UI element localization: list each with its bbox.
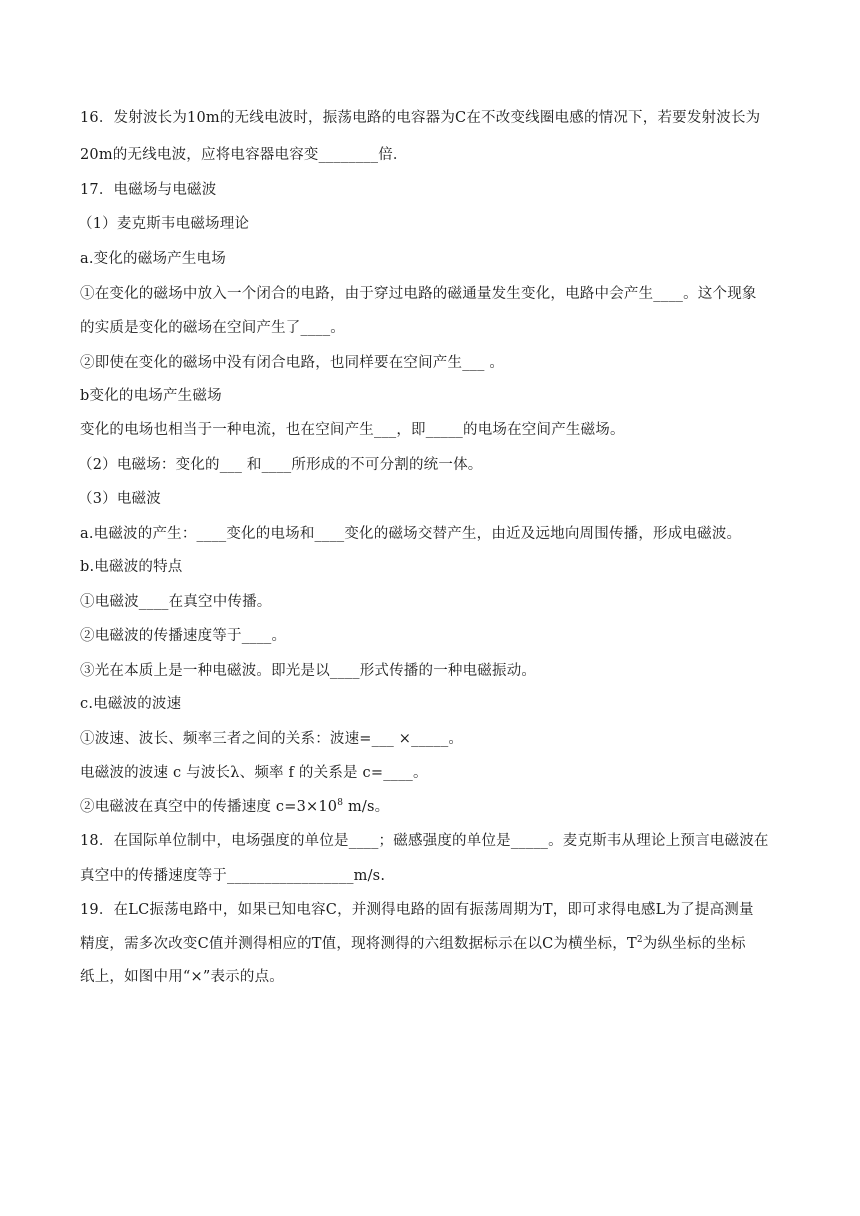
q17-a-item-1-line-1: ①在变化的磁场中放入一个闭合的电路，由于穿过电路的磁通量发生变化，电路中会产生____。这个现象 xyxy=(80,286,757,302)
q16-line-1: 16．发射波长为10m的无线电波时，振荡电路的电容器为C在不改变线圈电感的情况下，若要发射波长为 xyxy=(80,110,761,126)
exponent: 8 xyxy=(337,798,344,808)
q16-line-2: 20m的无线电波，应将电容器电容变________倍． xyxy=(80,147,408,163)
vacuum-speed-unit: m/s。 xyxy=(343,799,390,815)
q17-section-2: （2）电磁场：变化的___ 和____所形成的不可分割的统一体。 xyxy=(78,457,483,473)
q19-line-2-text: 精度，需多次改变C值并测得相应的T值，现将测得的六组数据标示在以C为横坐标，T xyxy=(80,936,637,952)
q17-vacuum-speed xyxy=(80,797,780,817)
q17-a-item-1-line-2: 的实质是变化的磁场在空间产生了____。 xyxy=(80,320,345,336)
q17-wave-features-heading: b.电磁波的特点 xyxy=(80,559,183,575)
q17-speed-formula: 电磁波的波速 c 与波长λ、频率 f 的关系是 c=____。 xyxy=(80,765,428,781)
q17-sub-a-heading: a.变化的磁场产生电场 xyxy=(80,251,226,267)
q17-feature-1: ①电磁波____在真空中传播。 xyxy=(80,594,272,610)
q17-feature-2: ②电磁波的传播速度等于____。 xyxy=(80,628,287,644)
q19-line-2-tail: 为纵坐标的坐标 xyxy=(642,936,746,952)
q17-section-3-heading: （3）电磁波 xyxy=(78,491,161,507)
q17-wave-production: a.电磁波的产生：____变化的电场和____变化的磁场交替产生，由近及远地向周围传播，形成电磁波。 xyxy=(80,526,742,542)
q17-title: 17．电磁场与电磁波 xyxy=(80,182,217,198)
q17-sub-b-heading: b变化的电场产生磁场 xyxy=(80,388,222,404)
q18-line-2: 真空中的传播速度等于_________________m/s. xyxy=(80,868,386,884)
vacuum-speed-text: ②电磁波在真空中的传播速度 c=3×10 xyxy=(80,799,338,815)
q19-line-3: 纸上，如图中用“×”表示的点。 xyxy=(80,969,284,985)
q17-b-text: 变化的电场也相当于一种电流，也在空间产生___，即_____的电场在空间产生磁场。 xyxy=(80,422,625,438)
q17-wave-speed-heading: c.电磁波的波速 xyxy=(80,696,182,712)
q17-section-1-heading: （1）麦克斯韦电磁场理论 xyxy=(78,216,250,232)
q19-line-1: 19．在LC振荡电路中，如果已知电容C，并测得电路的固有振荡周期为T，即可求得电感L为了提高测量 xyxy=(80,902,754,918)
t-squared-exponent: 2 xyxy=(636,935,643,945)
q17-speed-relation: ①波速、波长、频率三者之间的关系：波速=___ ×_____。 xyxy=(80,731,464,747)
q17-a-item-2: ②即使在变化的磁场中没有闭合电路，也同样要在空间产生___ 。 xyxy=(80,355,505,371)
q17-feature-3: ③光在本质上是一种电磁波。即光是以____形式传播的一种电磁振动。 xyxy=(80,663,537,679)
q18-line-1: 18．在国际单位制中，电场强度的单位是____；磁感强度的单位是_____。麦克斯韦从理论上预言电磁波在 xyxy=(80,833,769,849)
q19-line-2 xyxy=(80,934,780,954)
